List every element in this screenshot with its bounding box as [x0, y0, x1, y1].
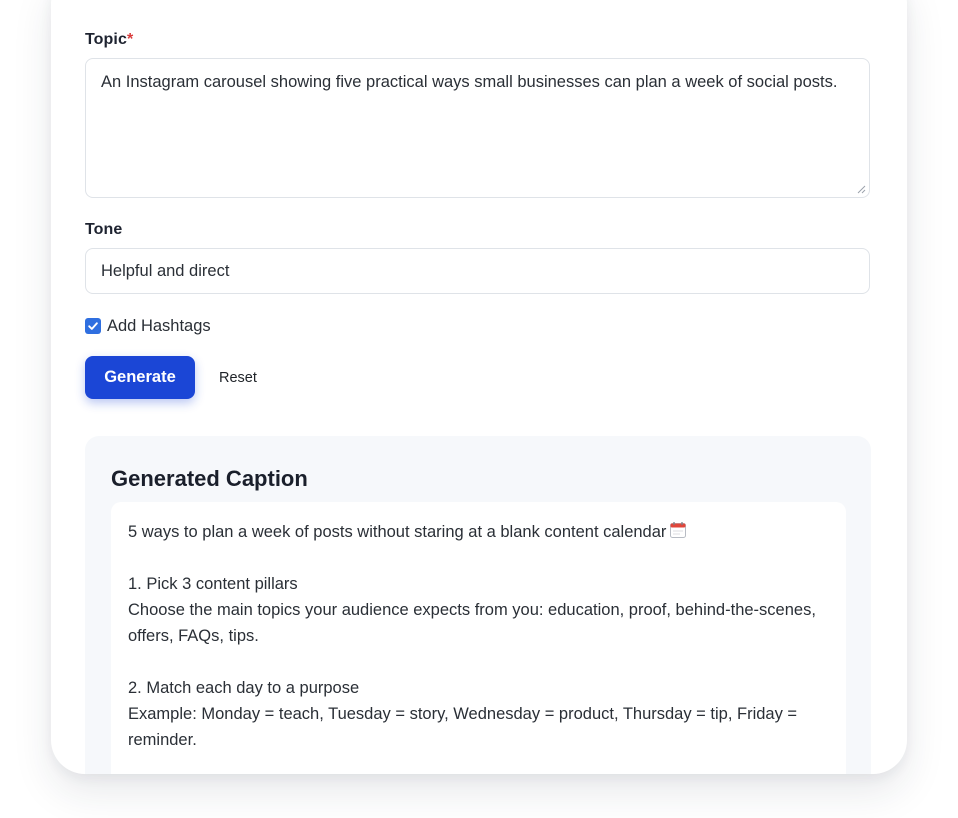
- add-hashtags-label: Add Hashtags: [107, 316, 211, 335]
- topic-textarea[interactable]: [85, 58, 870, 198]
- caption-line: [128, 545, 829, 571]
- generate-button[interactable]: Generate: [85, 356, 195, 399]
- resize-grip-icon[interactable]: [857, 185, 866, 194]
- caption-generator-card: [51, 0, 907, 774]
- tone-value: Helpful and direct: [101, 262, 230, 280]
- caption-line: [128, 649, 829, 675]
- add-hashtags-row[interactable]: [85, 316, 211, 336]
- caption-line: Example: Monday = teach, Tuesday = story, Wednesday = product, Thursday = tip, Friday = reminder.: [128, 705, 798, 749]
- caption-line: Choose the main topics your audience expects from you: education, proof, behind-the-scenes, offers, FAQs, tips.: [128, 601, 816, 645]
- generated-caption-title: Generated Caption: [111, 466, 308, 491]
- calendar-icon: [669, 521, 687, 539]
- caption-line: 1. Pick 3 content pillars: [128, 575, 298, 593]
- generated-caption-panel: [85, 436, 871, 774]
- tone-label: Tone: [85, 221, 123, 238]
- caption-line: 5 ways to plan a week of posts without staring at a blank content calendar: [128, 519, 829, 545]
- reset-button[interactable]: Reset: [211, 356, 265, 399]
- add-hashtags-checkbox[interactable]: [85, 318, 101, 334]
- tone-input[interactable]: [85, 248, 870, 294]
- checkmark-icon: [87, 320, 99, 332]
- caption-output: [111, 502, 846, 774]
- caption-line: 2. Match each day to a purpose: [128, 679, 360, 697]
- required-marker: *: [126, 31, 134, 48]
- topic-label: Topic*: [85, 31, 134, 48]
- topic-value: An Instagram carousel showing five practical ways small businesses can plan a week of social posts.: [101, 73, 838, 91]
